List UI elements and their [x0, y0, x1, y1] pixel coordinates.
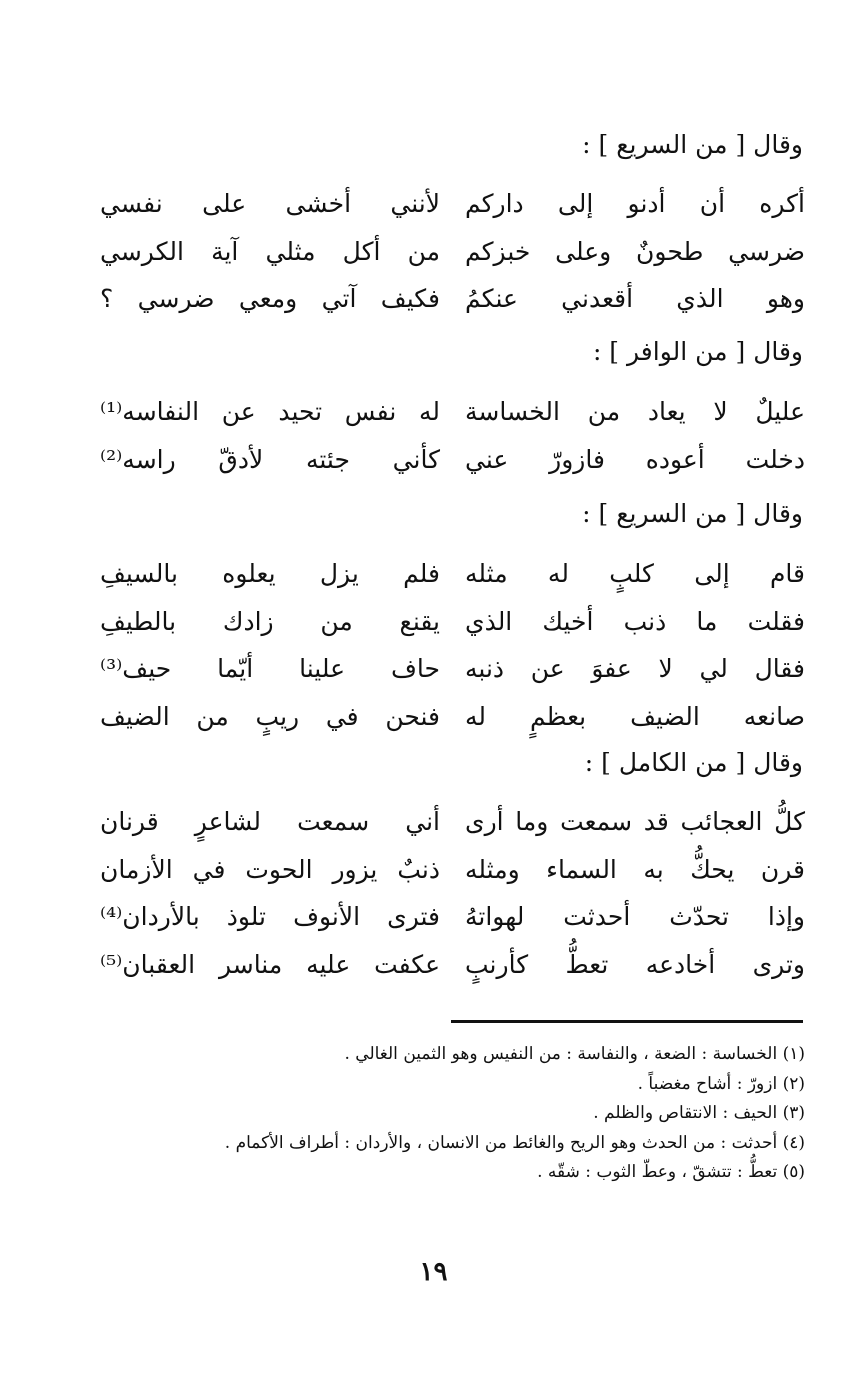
first-hemistich: ضرسي طحونٌ وعلى خبزكم	[465, 236, 805, 266]
second-hemistich: فكيف آتي ومعي ضرسي ؟	[100, 284, 440, 313]
poem-2	[100, 392, 805, 487]
footnote: (٣) الحيف : الانتقاص والظلم .	[593, 1103, 805, 1123]
page-number: ١٩	[419, 1257, 448, 1287]
section-2-intro: وقال [ من الوافر ] :	[592, 337, 803, 366]
footnote: (٥) تعطُّ : تتشقّ ، وعطّ الثوب : شقّه .	[537, 1162, 805, 1182]
verse-line	[100, 392, 805, 440]
verse-line	[100, 440, 805, 488]
verse-line	[100, 554, 805, 602]
first-hemistich: كلُّ العجائب قد سمعت وما أرى	[465, 807, 805, 836]
section-4-intro: وقال [ من الكامل ] :	[584, 748, 803, 777]
footnote: (٤) أحدثت : من الحدث وهو الريح والغائط من الانسان ، والأردان : أطراف الأكمام .	[224, 1132, 805, 1153]
verse-line	[100, 279, 805, 327]
first-hemistich: أكره أن أدنو إلى داركم	[465, 189, 805, 218]
verse-line	[100, 697, 805, 745]
footnote: (٢) ازورّ : أشاح مغضباً .	[637, 1073, 805, 1094]
first-hemistich: دخلت أعوده فازورّ عني	[465, 444, 805, 474]
verse-line	[100, 897, 805, 945]
section-3-intro: وقال [ من السريع ] :	[582, 499, 803, 528]
first-hemistich: فقلت ما ذنب أخيك الذي	[465, 606, 805, 636]
second-hemistich: له نفس تحيد عن النفاسه⁽¹⁾	[100, 397, 440, 426]
second-hemistich: فترى الأنوف تلوذ بالأردان⁽⁴⁾	[100, 902, 440, 931]
verse-line	[100, 802, 805, 850]
verse-line	[100, 184, 805, 232]
footnote-separator	[451, 1020, 803, 1023]
second-hemistich: حاف علينا أيّما حيف⁽³⁾	[100, 654, 440, 683]
verse-line	[100, 232, 805, 280]
second-hemistich: عكفت عليه مناسر العقبان⁽⁵⁾	[100, 949, 440, 979]
section-1-intro: وقال [ من السريع ] :	[582, 130, 803, 159]
first-hemistich: وهو الذي أقعدني عنكمُ	[465, 284, 805, 313]
first-hemistich: وإذا تحدّث أحدثت لهواتهُ	[465, 902, 805, 931]
first-hemistich: قام إلى كلبٍ له مثله	[465, 559, 805, 588]
second-hemistich: ذنبٌ يزور الحوت في الأزمان	[100, 854, 440, 884]
verse-line	[100, 945, 805, 993]
first-hemistich: عليلٌ لا يعاد من الخساسة	[465, 397, 805, 426]
second-hemistich: لأنني أخشى على نفسي	[100, 189, 440, 218]
poem-4	[100, 802, 805, 992]
first-hemistich: قرن يحكُّ به السماء ومثله	[465, 854, 805, 884]
second-hemistich: أني سمعت لشاعرٍ قرنان	[100, 807, 440, 836]
second-hemistich: من أكل مثلي آية الكرسي	[100, 236, 440, 266]
verse-line	[100, 649, 805, 697]
second-hemistich: فنحن في ريبٍ من الضيف	[100, 701, 440, 731]
first-hemistich: فقال لي لا عفوَ عن ذنبه	[465, 654, 805, 683]
first-hemistich: صانعه الضيف بعظمٍ له	[465, 701, 805, 731]
verse-line	[100, 602, 805, 650]
second-hemistich: يقنع من زادك بالطيفِ	[100, 606, 440, 636]
poem-3	[100, 554, 805, 744]
second-hemistich: كأني جئته لأدقّ راسه⁽²⁾	[100, 444, 440, 474]
poem-1	[100, 184, 805, 327]
verse-line	[100, 850, 805, 898]
footnote: (١) الخساسة : الضعة ، والنفاسة : من النفيس وهو الثمين الغالي .	[344, 1044, 805, 1064]
first-hemistich: وترى أخادعه تعطُّ كأرنبٍ	[465, 949, 805, 979]
second-hemistich: فلم يزل يعلوه بالسيفِ	[100, 559, 440, 588]
footnotes	[165, 1040, 805, 1188]
